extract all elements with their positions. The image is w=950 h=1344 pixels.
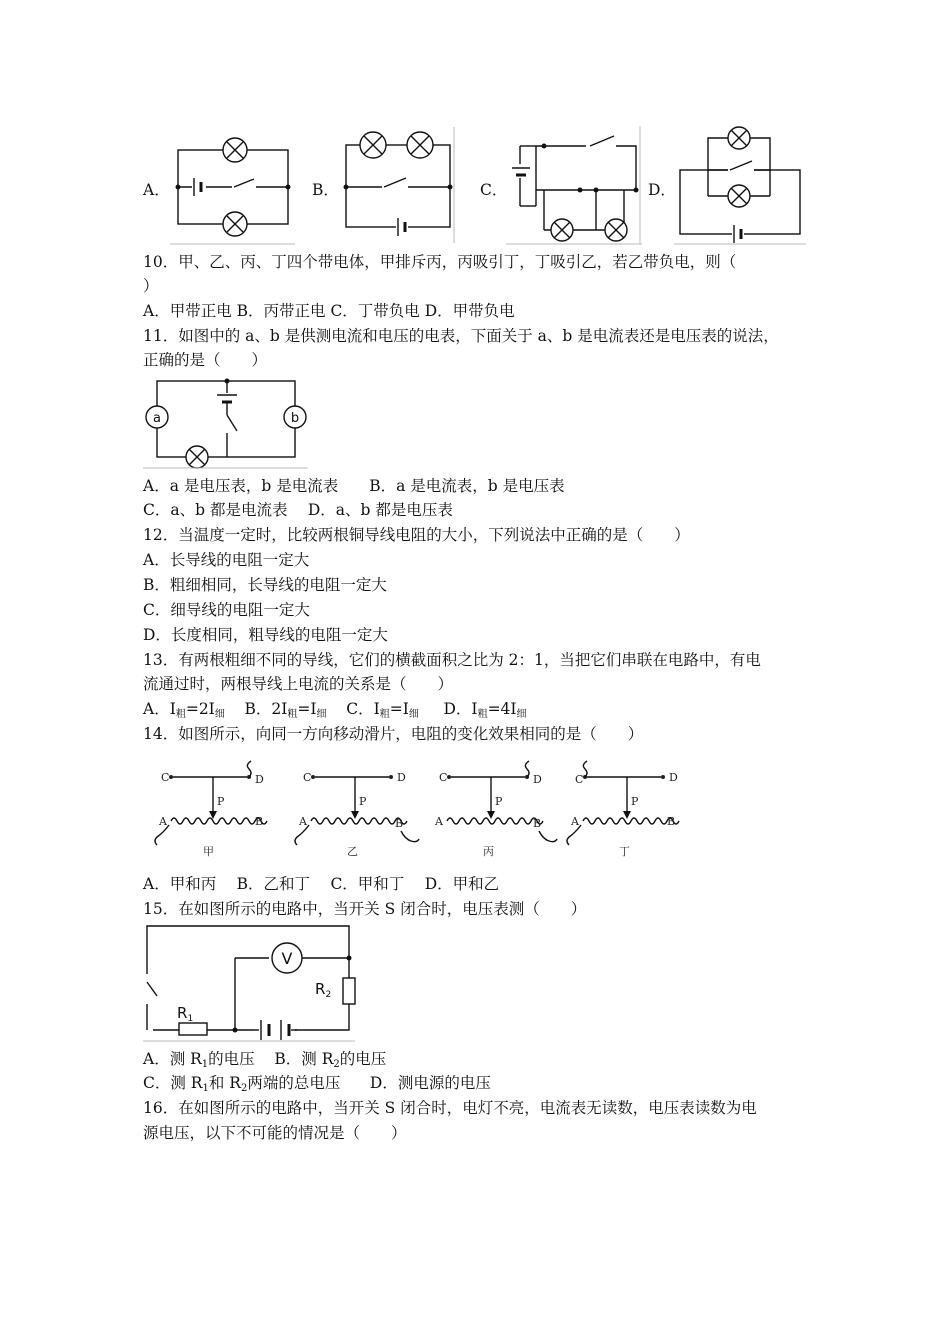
svg-text:D: D	[397, 771, 406, 784]
svg-text:D: D	[669, 771, 678, 784]
rheostat-yi-diagram	[295, 771, 419, 858]
meter-b-label: b	[290, 411, 300, 426]
q13-options	[143, 699, 527, 725]
q12-option-d: D．长度相同，粗导线的电阻一定大	[143, 626, 388, 644]
q13-option-a: A．$I_粗=2I_细$	[143, 700, 225, 720]
q11-options-cd: C．a、b 都是电流表 D．a、b 都是电压表	[143, 501, 453, 519]
q11-stem-line1: 11．如图中的 a、b 是供测电流和电压的电表，下面关于 a、b 是电流表还是电压表的说法，	[143, 327, 779, 345]
q9-option-c-label: C．	[480, 181, 508, 199]
svg-text:B: B	[395, 817, 404, 830]
q12-option-c: C．细导线的电阻一定大	[143, 601, 310, 619]
q15-options-cd	[143, 1073, 491, 1099]
lamp-icon	[728, 127, 750, 149]
q11-circuit-diagram	[143, 375, 308, 470]
svg-text:乙: 乙	[347, 845, 358, 858]
svg-text:P: P	[359, 795, 367, 808]
rheostat-jia-diagram	[155, 761, 267, 858]
q15-circuit-diagram	[143, 922, 355, 1042]
q9-option-d-label: D．	[648, 181, 676, 199]
q15-stem: 15．在如图所示的电路中，当开关 S 闭合时，电压表测（ ）	[143, 900, 587, 918]
svg-text:C: C	[439, 771, 448, 784]
r2-label: $R_2$	[315, 980, 332, 1000]
svg-text:B: B	[667, 815, 676, 828]
svg-text:A: A	[159, 815, 167, 828]
svg-text:B: B	[533, 817, 542, 830]
q10-stem-line2: ）	[143, 277, 159, 295]
q15-option-a: A．测 $R_1$的电压	[143, 1050, 255, 1070]
q12-option-b: B．粗细相同，长导线的电阻一定大	[143, 576, 387, 594]
q16-stem-line1: 16．在如图所示的电路中，当开关 S 闭合时，电灯不亮，电流表无读数，电压表读数为电	[143, 1099, 757, 1117]
q11-stem-line2: 正确的是（ ）	[143, 351, 268, 369]
svg-text:C: C	[575, 773, 584, 786]
q11-options-ab: A．a 是电压表，b 是电流表 B．a 是电流表，b 是电压表	[143, 477, 565, 495]
svg-text:P: P	[495, 795, 503, 808]
svg-text:B: B	[255, 815, 264, 828]
q12-option-a: A．长导线的电阻一定大	[143, 551, 310, 569]
lamp-icon	[360, 132, 386, 158]
lamp-icon	[407, 132, 433, 158]
q13-option-b: B．$2I_粗=I_细$	[244, 700, 327, 720]
svg-text:P: P	[631, 795, 639, 808]
q9-circuit-a-diagram	[170, 128, 295, 246]
lamp-icon	[223, 138, 247, 162]
q15-option-d: D．测电源的电压	[369, 1074, 491, 1092]
svg-text:D: D	[255, 773, 264, 786]
lamp-icon	[728, 185, 750, 207]
q10-options: A．甲带正电 B．丙带正电 C．丁带负电 D．甲带负电	[143, 302, 515, 320]
rheostat-ding-diagram	[567, 761, 679, 858]
svg-text:丙: 丙	[483, 845, 494, 858]
r1-label: $R_1$	[177, 1004, 194, 1024]
lamp-icon	[186, 446, 208, 468]
q9-circuit-b-diagram	[338, 125, 456, 245]
svg-text:A: A	[299, 815, 307, 828]
q12-stem: 12．当温度一定时，比较两根铜导线电阻的大小，下列说法中正确的是（ ）	[143, 526, 690, 544]
lamp-icon	[551, 219, 573, 241]
q14-options: A．甲和丙 B．乙和丁 C．甲和丁 D．甲和乙	[143, 875, 500, 893]
q9-circuit-d-diagram	[674, 124, 806, 246]
q15-option-b: B．测 $R_2$的电压	[274, 1050, 387, 1070]
lamp-icon	[605, 219, 627, 241]
lamp-icon	[223, 212, 247, 236]
q13-stem-line1: 13．有两根粗细不同的导线，它们的横截面积之比为 2：1，当把它们串联在电路中，有电	[143, 651, 761, 669]
q13-option-d: D．$I_粗=4I_细$	[443, 700, 527, 720]
svg-text:甲: 甲	[203, 845, 214, 858]
q15-option-c: C．测 $R_1$和 $R_2$两端的总电压	[143, 1074, 341, 1094]
q9-circuit-c-diagram	[506, 126, 642, 246]
q14-stem: 14．如图所示，向同一方向移动滑片，电阻的变化效果相同的是（ ）	[143, 725, 644, 743]
voltmeter-label: V	[281, 949, 293, 968]
q16-stem-line2: 源电压，以下不可能的情况是（ ）	[143, 1124, 407, 1142]
svg-text:C: C	[161, 771, 170, 784]
svg-text:D: D	[533, 773, 542, 786]
svg-text:C: C	[303, 771, 312, 784]
svg-text:A: A	[435, 815, 443, 828]
q13-option-c: C．$I_粗=I_细$	[346, 700, 419, 720]
meter-a-label: a	[153, 411, 161, 426]
svg-text:A: A	[571, 815, 579, 828]
q9-option-b-label: B．	[312, 181, 339, 199]
svg-text:P: P	[217, 795, 225, 808]
q14-rheostat-diagrams	[143, 755, 678, 865]
svg-text:丁: 丁	[619, 845, 630, 858]
q15-options-ab	[143, 1049, 386, 1075]
q9-option-a-label: A．	[143, 181, 170, 199]
rheostat-bing-diagram	[434, 761, 557, 858]
q10-stem-line1: 10．甲、乙、丙、丁四个带电体，甲排斥丙，丙吸引丁，丁吸引乙，若乙带负电，则（	[143, 253, 737, 271]
q13-stem-line2: 流通过时，两根导线上电流的关系是（ ）	[143, 675, 454, 693]
